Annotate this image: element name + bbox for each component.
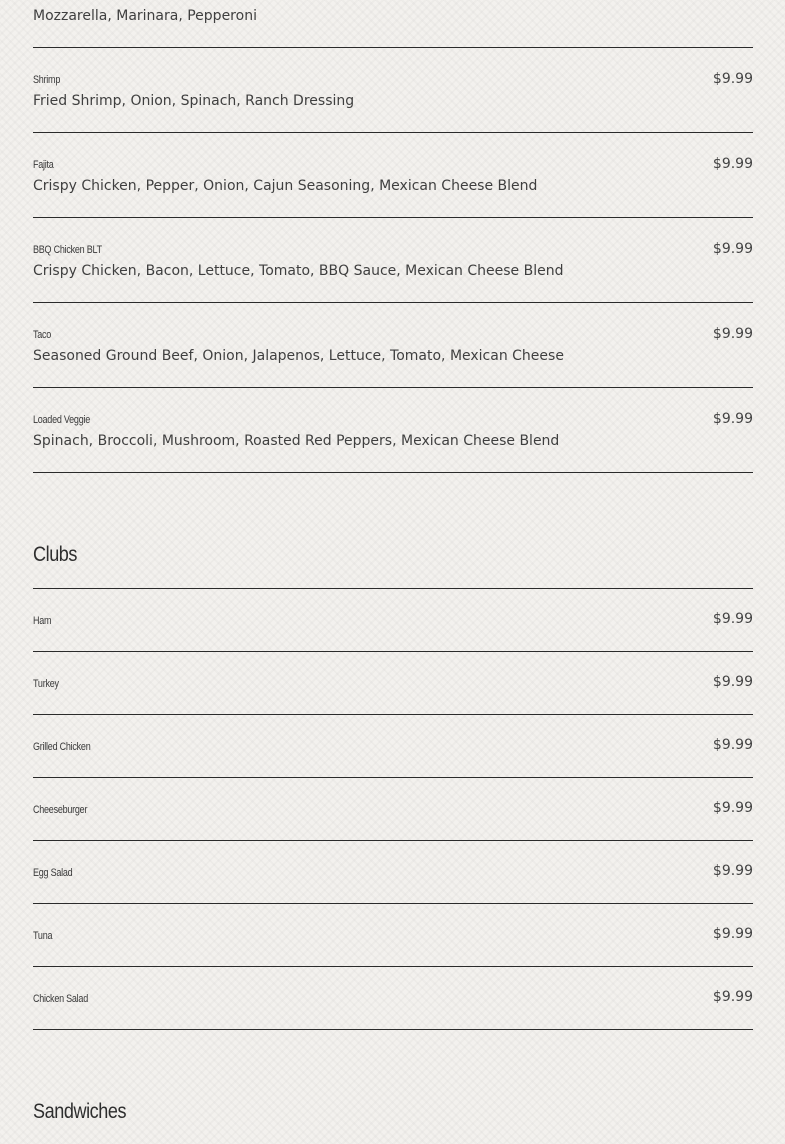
- menu-item: [33, 904, 753, 967]
- menu-item: [33, 652, 753, 715]
- item-price: $9.99: [712, 241, 753, 257]
- item-price: $9.99: [712, 611, 753, 627]
- item-description: Seasoned Ground Beef, Onion, Jalapenos, Lettuce, Tomato, Mexican Cheese: [33, 348, 564, 364]
- item-name: BBQ Chicken BLT: [33, 244, 102, 256]
- item-description: Crispy Chicken, Bacon, Lettuce, Tomato, BBQ Sauce, Mexican Cheese Blend: [33, 263, 564, 279]
- menu-item: [33, 0, 753, 48]
- menu-item: [33, 778, 753, 841]
- item-price: $9.99: [712, 156, 753, 172]
- item-name: Egg Salad: [33, 867, 73, 879]
- item-name: Ham: [33, 615, 52, 627]
- item-name: Loaded Veggie: [33, 414, 91, 426]
- item-name: Grilled Chicken: [33, 741, 91, 753]
- section-title-sandwiches: Sandwiches: [33, 1100, 127, 1123]
- menu-item: [33, 218, 753, 303]
- menu-item: [33, 303, 753, 388]
- menu-item: [33, 388, 753, 473]
- divider: [33, 472, 753, 473]
- item-description: Crispy Chicken, Pepper, Onion, Cajun Seasoning, Mexican Cheese Blend: [33, 178, 538, 194]
- item-price: $9.99: [712, 737, 753, 753]
- menu-item: [33, 48, 753, 133]
- menu-item: [33, 589, 753, 652]
- menu-item: [33, 841, 753, 904]
- item-description: Mozzarella, Marinara, Pepperoni: [33, 8, 257, 24]
- item-name: Taco: [33, 329, 52, 341]
- item-name: Shrimp: [33, 74, 61, 86]
- item-name: Cheeseburger: [33, 804, 88, 816]
- menu-item: [33, 133, 753, 218]
- item-price: $9.99: [712, 926, 753, 942]
- menu-item: [33, 715, 753, 778]
- item-name: Chicken Salad: [33, 993, 88, 1005]
- item-name: Turkey: [33, 678, 59, 690]
- section-title-clubs: Clubs: [33, 543, 78, 566]
- menu-item: [33, 967, 753, 1030]
- item-price: $9.99: [712, 71, 753, 87]
- item-description: Fried Shrimp, Onion, Spinach, Ranch Dressing: [33, 93, 355, 109]
- item-price: $9.99: [712, 800, 753, 816]
- item-description: Spinach, Broccoli, Mushroom, Roasted Red Peppers, Mexican Cheese Blend: [33, 433, 560, 449]
- divider: [33, 1029, 753, 1030]
- item-price: $9.99: [712, 863, 753, 879]
- item-price: $9.99: [712, 326, 753, 342]
- item-price: $9.99: [712, 989, 753, 1005]
- item-name: Tuna: [33, 930, 53, 942]
- item-price: $9.99: [712, 674, 753, 690]
- item-name: Fajita: [33, 159, 54, 171]
- item-price: $9.99: [712, 411, 753, 427]
